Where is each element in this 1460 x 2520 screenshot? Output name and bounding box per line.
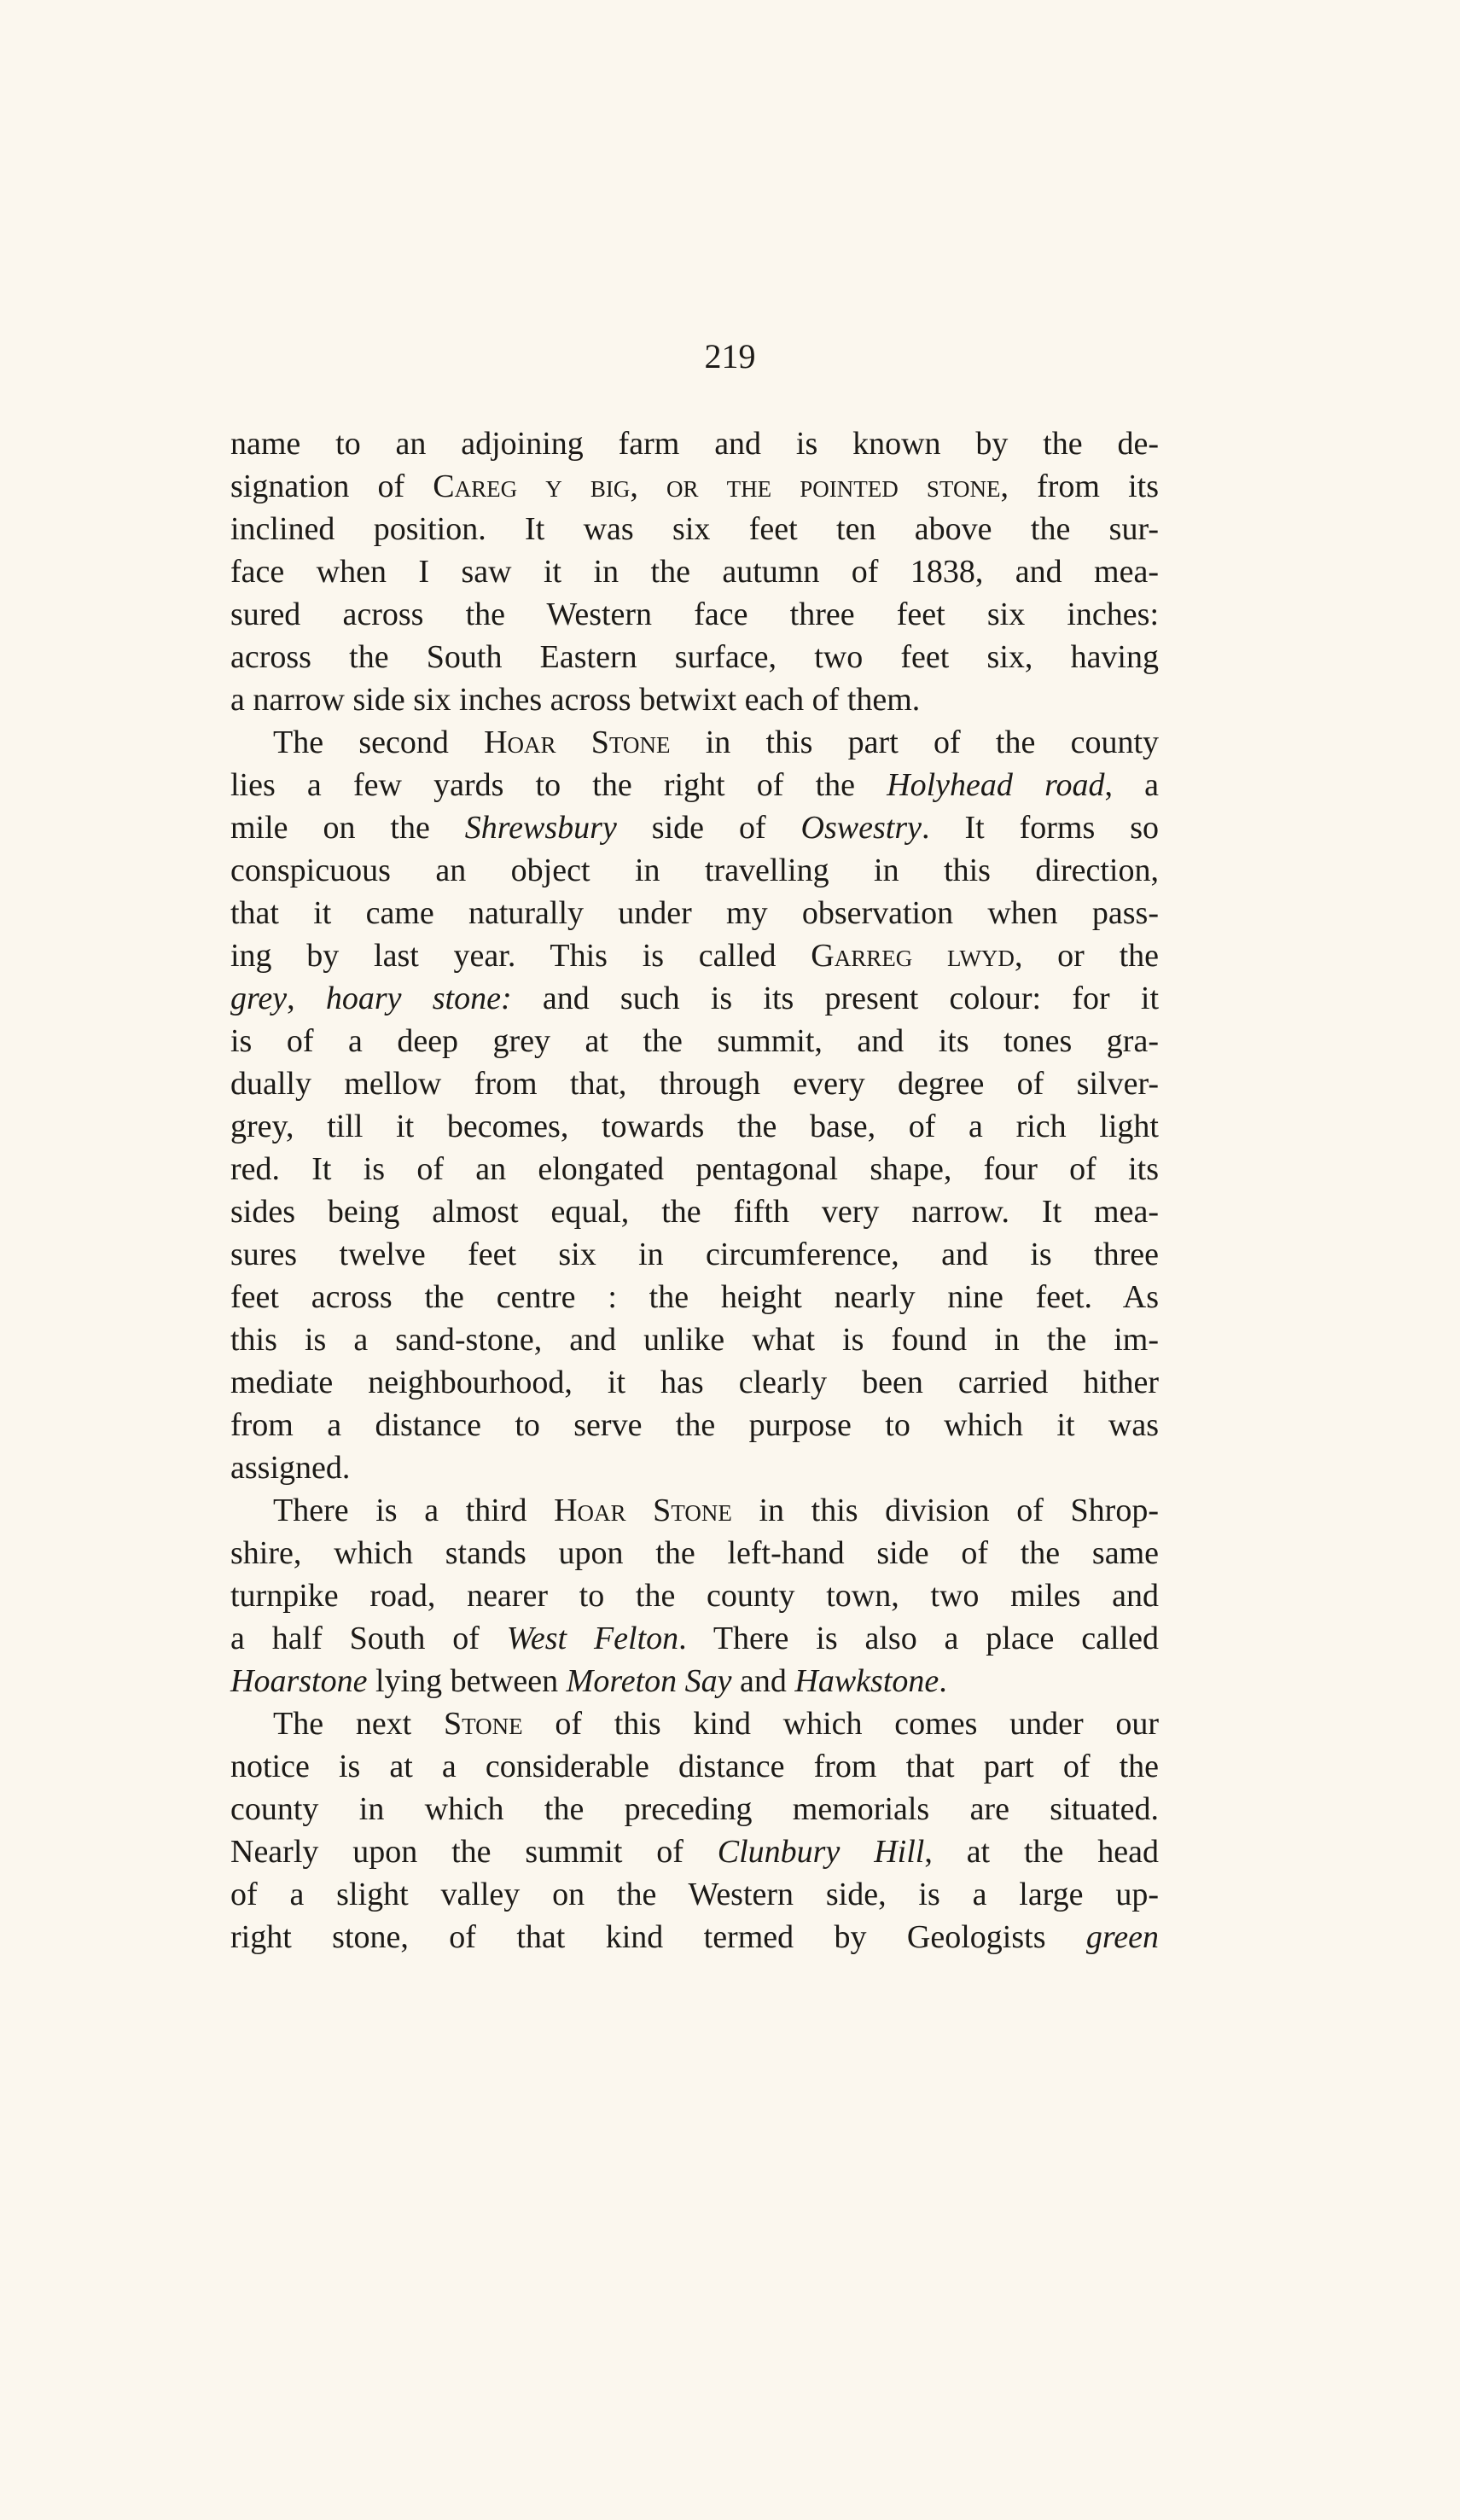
text-segment: in this division of Shrop- (731, 1493, 1159, 1528)
text-segment: The second (273, 725, 485, 760)
text-segment: and (731, 1663, 795, 1699)
text-line (230, 1446, 1159, 1489)
small-caps-text: Garreg lwyd (811, 938, 1015, 974)
text-segment: dually mellow from that, through every degree of silver- (230, 1066, 1159, 1102)
text-segment: sured across the Western face three feet six inches: (230, 597, 1159, 632)
text-segment: face when I saw it in the autumn of 1838, and mea- (230, 554, 1159, 590)
text-line (230, 1916, 1159, 1958)
text-segment: sides being almost equal, the fifth very narrow. It mea- (230, 1194, 1159, 1230)
text-segment: , a (1104, 767, 1159, 803)
text-line (230, 1020, 1159, 1062)
text-segment: mediate neighbourhood, it has clearly been carried hither (230, 1365, 1159, 1400)
text-segment: signation of (230, 468, 433, 504)
text-segment: a narrow side six inches across betwixt each of them. (230, 682, 921, 718)
text-line (230, 934, 1159, 977)
text-line (230, 1830, 1159, 1873)
text-line (230, 1532, 1159, 1574)
italic-text: Shrewsbury (464, 810, 617, 846)
text-segment: . (939, 1663, 947, 1699)
text-line (230, 892, 1159, 934)
small-caps-text: Hoar Stone (554, 1493, 732, 1528)
text-segment: this is a sand-stone, and unlike what is found in the im- (230, 1322, 1159, 1358)
text-segment: in this part of the county (670, 725, 1160, 760)
text-line (230, 1233, 1159, 1276)
text-line (230, 1788, 1159, 1830)
text-segment: shire, which stands upon the left-hand side of the same (230, 1535, 1159, 1571)
text-line (230, 636, 1159, 678)
text-segment: , (287, 981, 326, 1016)
text-line (230, 1574, 1159, 1617)
small-caps-text: Careg y big, or the pointed stone (433, 468, 1001, 504)
text-segment: assigned. (230, 1450, 351, 1486)
text-segment: of a slight valley on the Western side, is a large up- (230, 1877, 1159, 1912)
text-line (230, 1318, 1159, 1361)
page-number: 219 (704, 337, 756, 375)
text-segment: lies a few yards to the right of the (230, 767, 887, 803)
text-line (230, 1745, 1159, 1788)
text-segment: from a distance to serve the purpose to which it was (230, 1407, 1159, 1443)
text-segment: Nearly upon the summit of (230, 1834, 718, 1870)
text-line (230, 1617, 1159, 1660)
text-line (230, 1190, 1159, 1233)
text-line (230, 1489, 1159, 1532)
italic-text: hoary stone: (325, 981, 512, 1016)
text-segment: county in which the preceding memorials are situated. (230, 1791, 1159, 1827)
text-segment: right stone, of that kind termed by Geologists (230, 1919, 1086, 1955)
text-segment: that it came naturally under my observation when pass- (230, 895, 1159, 931)
text-line (230, 1873, 1159, 1916)
body-text (230, 422, 1159, 1958)
text-segment: grey, till it becomes, towards the base, of a rich light (230, 1109, 1159, 1144)
italic-text: West Felton (506, 1621, 679, 1656)
text-segment: red. It is of an elongated pentagonal shape, four of its (230, 1151, 1159, 1187)
small-caps-text: Stone (443, 1706, 523, 1742)
italic-text: Oswestry (800, 810, 922, 846)
italic-text: Hawkstone (794, 1663, 939, 1699)
italic-text: grey (230, 981, 288, 1016)
text-line (230, 550, 1159, 593)
italic-text: Hoarstone (230, 1663, 368, 1699)
text-segment: . There is also a place called (678, 1621, 1159, 1656)
text-segment: name to an adjoining farm and is known by the de- (230, 426, 1159, 462)
text-line (230, 1276, 1159, 1318)
text-segment: There is a third (273, 1493, 555, 1528)
text-segment: conspicuous an object in travelling in this direction, (230, 853, 1159, 888)
text-line (230, 1105, 1159, 1148)
text-line (230, 764, 1159, 806)
text-segment: side of (616, 810, 801, 846)
text-segment: inclined position. It was six feet ten above the sur- (230, 511, 1159, 547)
text-line (230, 678, 1159, 721)
text-segment: , or the (1014, 938, 1160, 974)
text-segment: mile on the (230, 810, 465, 846)
text-line (230, 1361, 1159, 1404)
text-line (230, 593, 1159, 636)
italic-text: Holyhead road (887, 767, 1105, 803)
italic-text: green (1085, 1919, 1159, 1955)
text-segment: . It forms so (922, 810, 1159, 846)
text-segment: feet across the centre : the height nearly nine feet. As (230, 1279, 1159, 1315)
small-caps-text: Hoar Stone (484, 725, 671, 760)
text-line (230, 508, 1159, 550)
text-segment: The next (273, 1706, 444, 1742)
italic-text: Moreton Say (566, 1663, 732, 1699)
text-segment: notice is at a considerable distance from that part of the (230, 1749, 1159, 1784)
text-line (230, 1062, 1159, 1105)
text-segment: across the South Eastern surface, two feet six, having (230, 639, 1159, 675)
text-segment: a half South of (230, 1621, 507, 1656)
text-segment: lying between (367, 1663, 567, 1699)
text-segment: ing by last year. This is called (230, 938, 811, 974)
text-line (230, 1148, 1159, 1190)
text-line (230, 422, 1159, 465)
text-segment: is of a deep grey at the summit, and its tones gra- (230, 1023, 1159, 1059)
text-segment: and such is its present colour: for it (511, 981, 1159, 1016)
text-line (230, 849, 1159, 892)
text-line (230, 465, 1159, 508)
text-segment: , at the head (924, 1834, 1159, 1870)
text-line (230, 721, 1159, 764)
text-segment: sures twelve feet six in circumference, and is three (230, 1237, 1159, 1272)
text-segment: turnpike road, nearer to the county town, two miles and (230, 1578, 1159, 1614)
italic-text: Clunbury Hill (717, 1834, 925, 1870)
text-line (230, 1702, 1159, 1745)
text-line (230, 806, 1159, 849)
text-line (230, 1660, 1159, 1702)
text-line (230, 977, 1159, 1020)
text-segment: , from its (1000, 468, 1159, 504)
text-line (230, 1404, 1159, 1446)
text-segment: of this kind which comes under our (522, 1706, 1159, 1742)
